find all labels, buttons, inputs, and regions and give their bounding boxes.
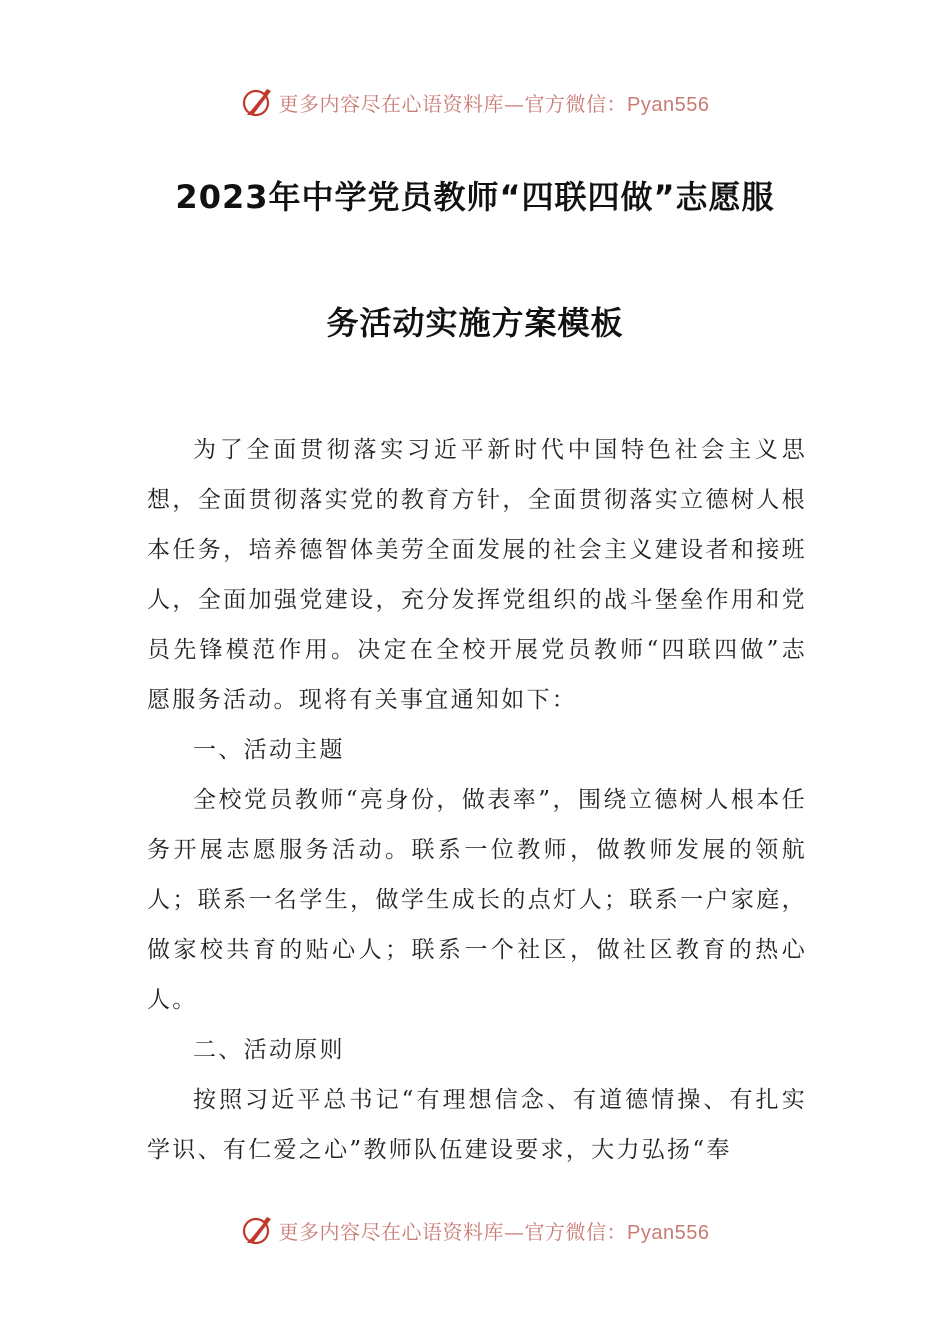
quill-logo-icon (241, 1213, 275, 1247)
document-title-line-1: 2023年中学党员教师“四联四做”志愿服 (175, 178, 775, 216)
principles-paragraph: 按照习近平总书记“有理想信念、有道德情操、有扎实学识、有仁爱之心”教师队伍建设要求，大力弘扬“奉 (147, 1087, 807, 1163)
watermark-text: 更多内容尽在心语资料库—官方微信：Pyan556 (278, 1219, 710, 1244)
quill-logo-icon (241, 85, 275, 119)
watermark-banner-top (0, 82, 950, 122)
section-heading-principles: 二、活动原则 (193, 1037, 345, 1063)
section-heading-theme: 一、活动主题 (193, 737, 345, 763)
theme-paragraph: 全校党员教师“亮身份，做表率”，围绕立德树人根本任务开展志愿服务活动。联系一位教师，做教师发展的领航人；联系一名学生，做学生成长的点灯人；联系一户家庭，做家校共育的贴心人；联系一个社区，做社区教育的热心人。 (147, 787, 807, 1013)
watermark-banner-bottom (0, 1210, 950, 1250)
document-body (147, 425, 807, 1175)
watermark-text: 更多内容尽在心语资料库—官方微信：Pyan556 (278, 91, 710, 116)
document-title-line-2: 务活动实施方案模板 (326, 304, 624, 342)
intro-paragraph: 为了全面贯彻落实习近平新时代中国特色社会主义思想，全面贯彻落实党的教育方针，全面贯彻落实立德树人根本任务，培养德智体美劳全面发展的社会主义建设者和接班人，全面加强党建设，充分发挥党组织的战斗堡垒作用和党员先锋模范作用。决定在全校开展党员教师“四联四做”志愿服务活动。现将有关事宜通知如下： (147, 437, 807, 713)
